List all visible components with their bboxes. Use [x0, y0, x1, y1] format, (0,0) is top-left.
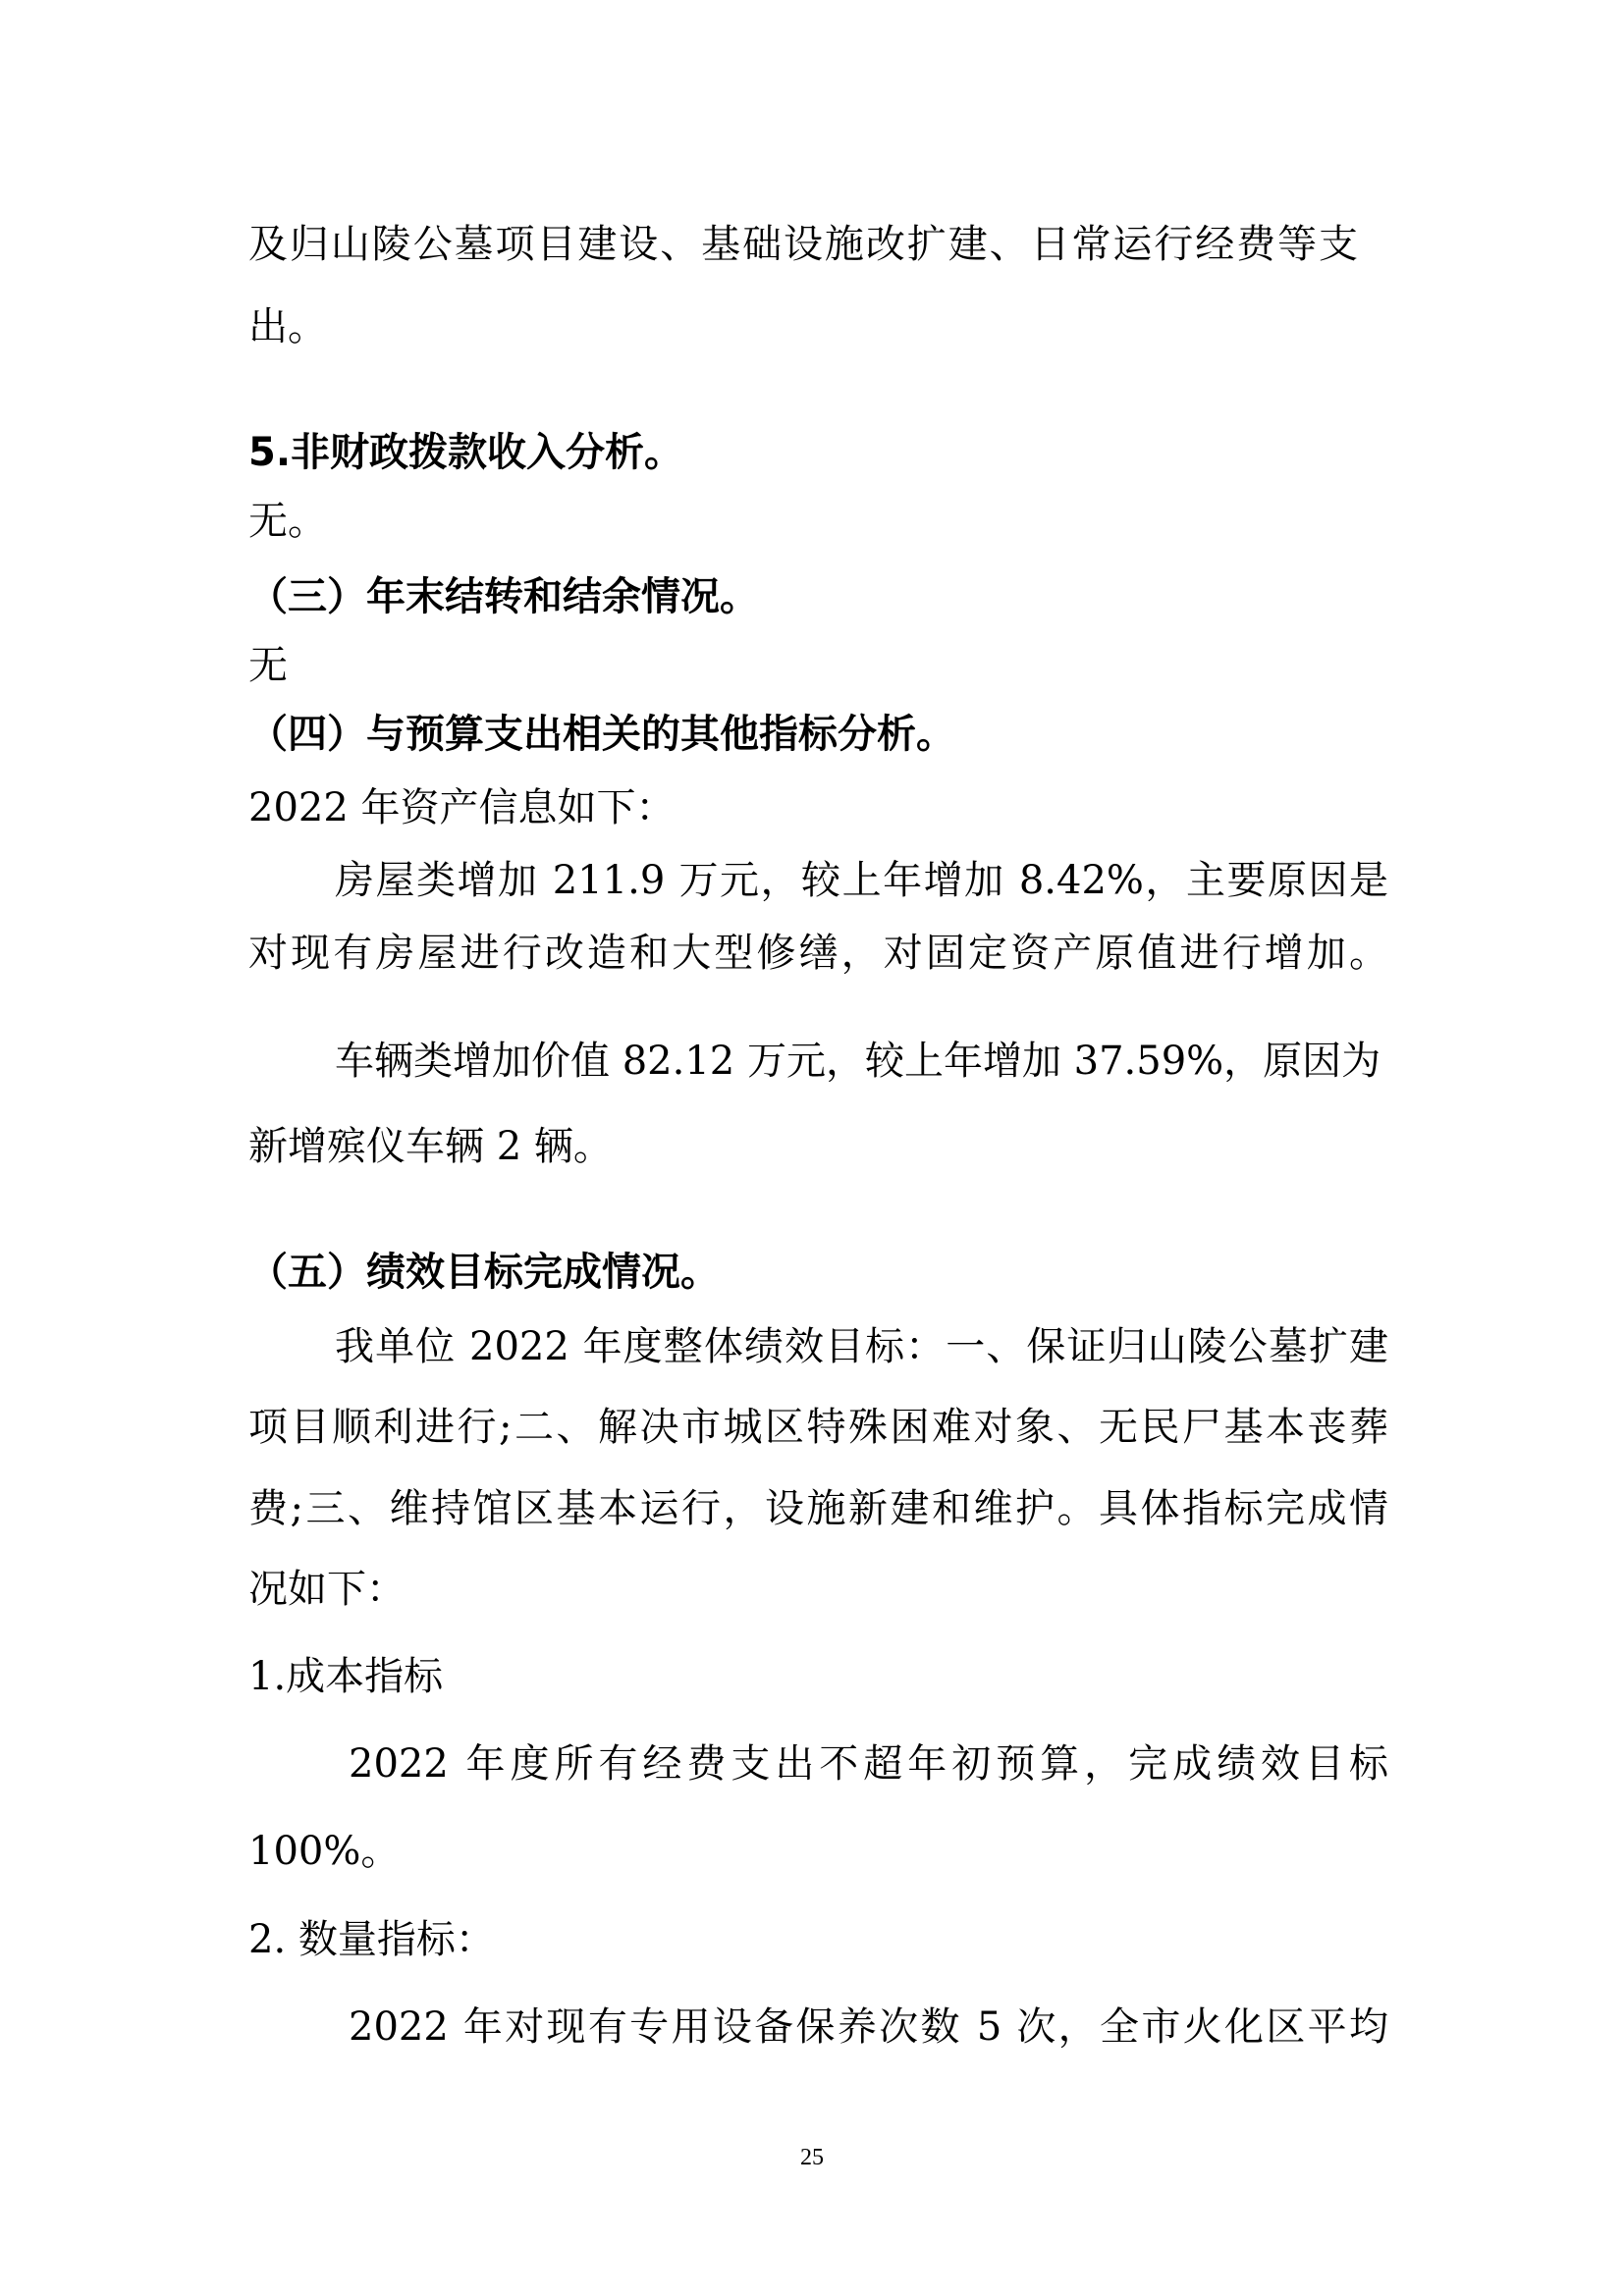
- page-number: 25: [800, 2145, 824, 2170]
- body-line: 2. 数量指标：: [248, 1917, 495, 1962]
- section-heading: （四）与预算支出相关的其他指标分析。: [248, 712, 955, 757]
- section-heading: （五）绩效目标完成情况。: [248, 1250, 720, 1295]
- body-line: 2022 年对现有专用设备保养次数 5 次，全市火化区平均: [349, 2004, 1388, 2050]
- body-line: 2022 年资产信息如下：: [248, 785, 676, 830]
- body-line: 况如下：: [248, 1567, 406, 1612]
- body-line: 及归山陵公墓项目建设、基础设施改扩建、日常运行经费等支: [248, 222, 1358, 267]
- section-heading: （三）年末结转和结余情况。: [248, 574, 759, 619]
- body-line: 无: [248, 643, 288, 688]
- body-line: 1.成本指标: [248, 1654, 444, 1699]
- body-line: 出。: [248, 304, 327, 349]
- body-line: 新增殡仪车辆 2 辆。: [248, 1124, 613, 1169]
- body-line: 2022 年度所有经费支出不超年初预算，完成绩效目标: [349, 1741, 1388, 1787]
- body-line: 对现有房屋进行改造和大型修缮，对固定资产原值进行增加。: [248, 931, 1388, 976]
- body-line: 100%。: [248, 1829, 401, 1874]
- body-line: 项目顺利进行;二、解决市城区特殊困难对象、无民尸基本丧葬: [248, 1405, 1388, 1450]
- section-heading: 5.非财政拨款收入分析。: [248, 430, 684, 475]
- body-line: 无。: [248, 499, 327, 544]
- body-line: 车辆类增加价值 82.12 万元，较上年增加 37.59%，原因为: [335, 1039, 1381, 1084]
- body-line: 我单位 2022 年度整体绩效目标：一、保证归山陵公墓扩建: [335, 1324, 1388, 1369]
- body-line: 房屋类增加 211.9 万元，较上年增加 8.42%，主要原因是: [335, 858, 1388, 903]
- body-line: 费;三、维持馆区基本运行，设施新建和维护。具体指标完成情: [248, 1486, 1388, 1531]
